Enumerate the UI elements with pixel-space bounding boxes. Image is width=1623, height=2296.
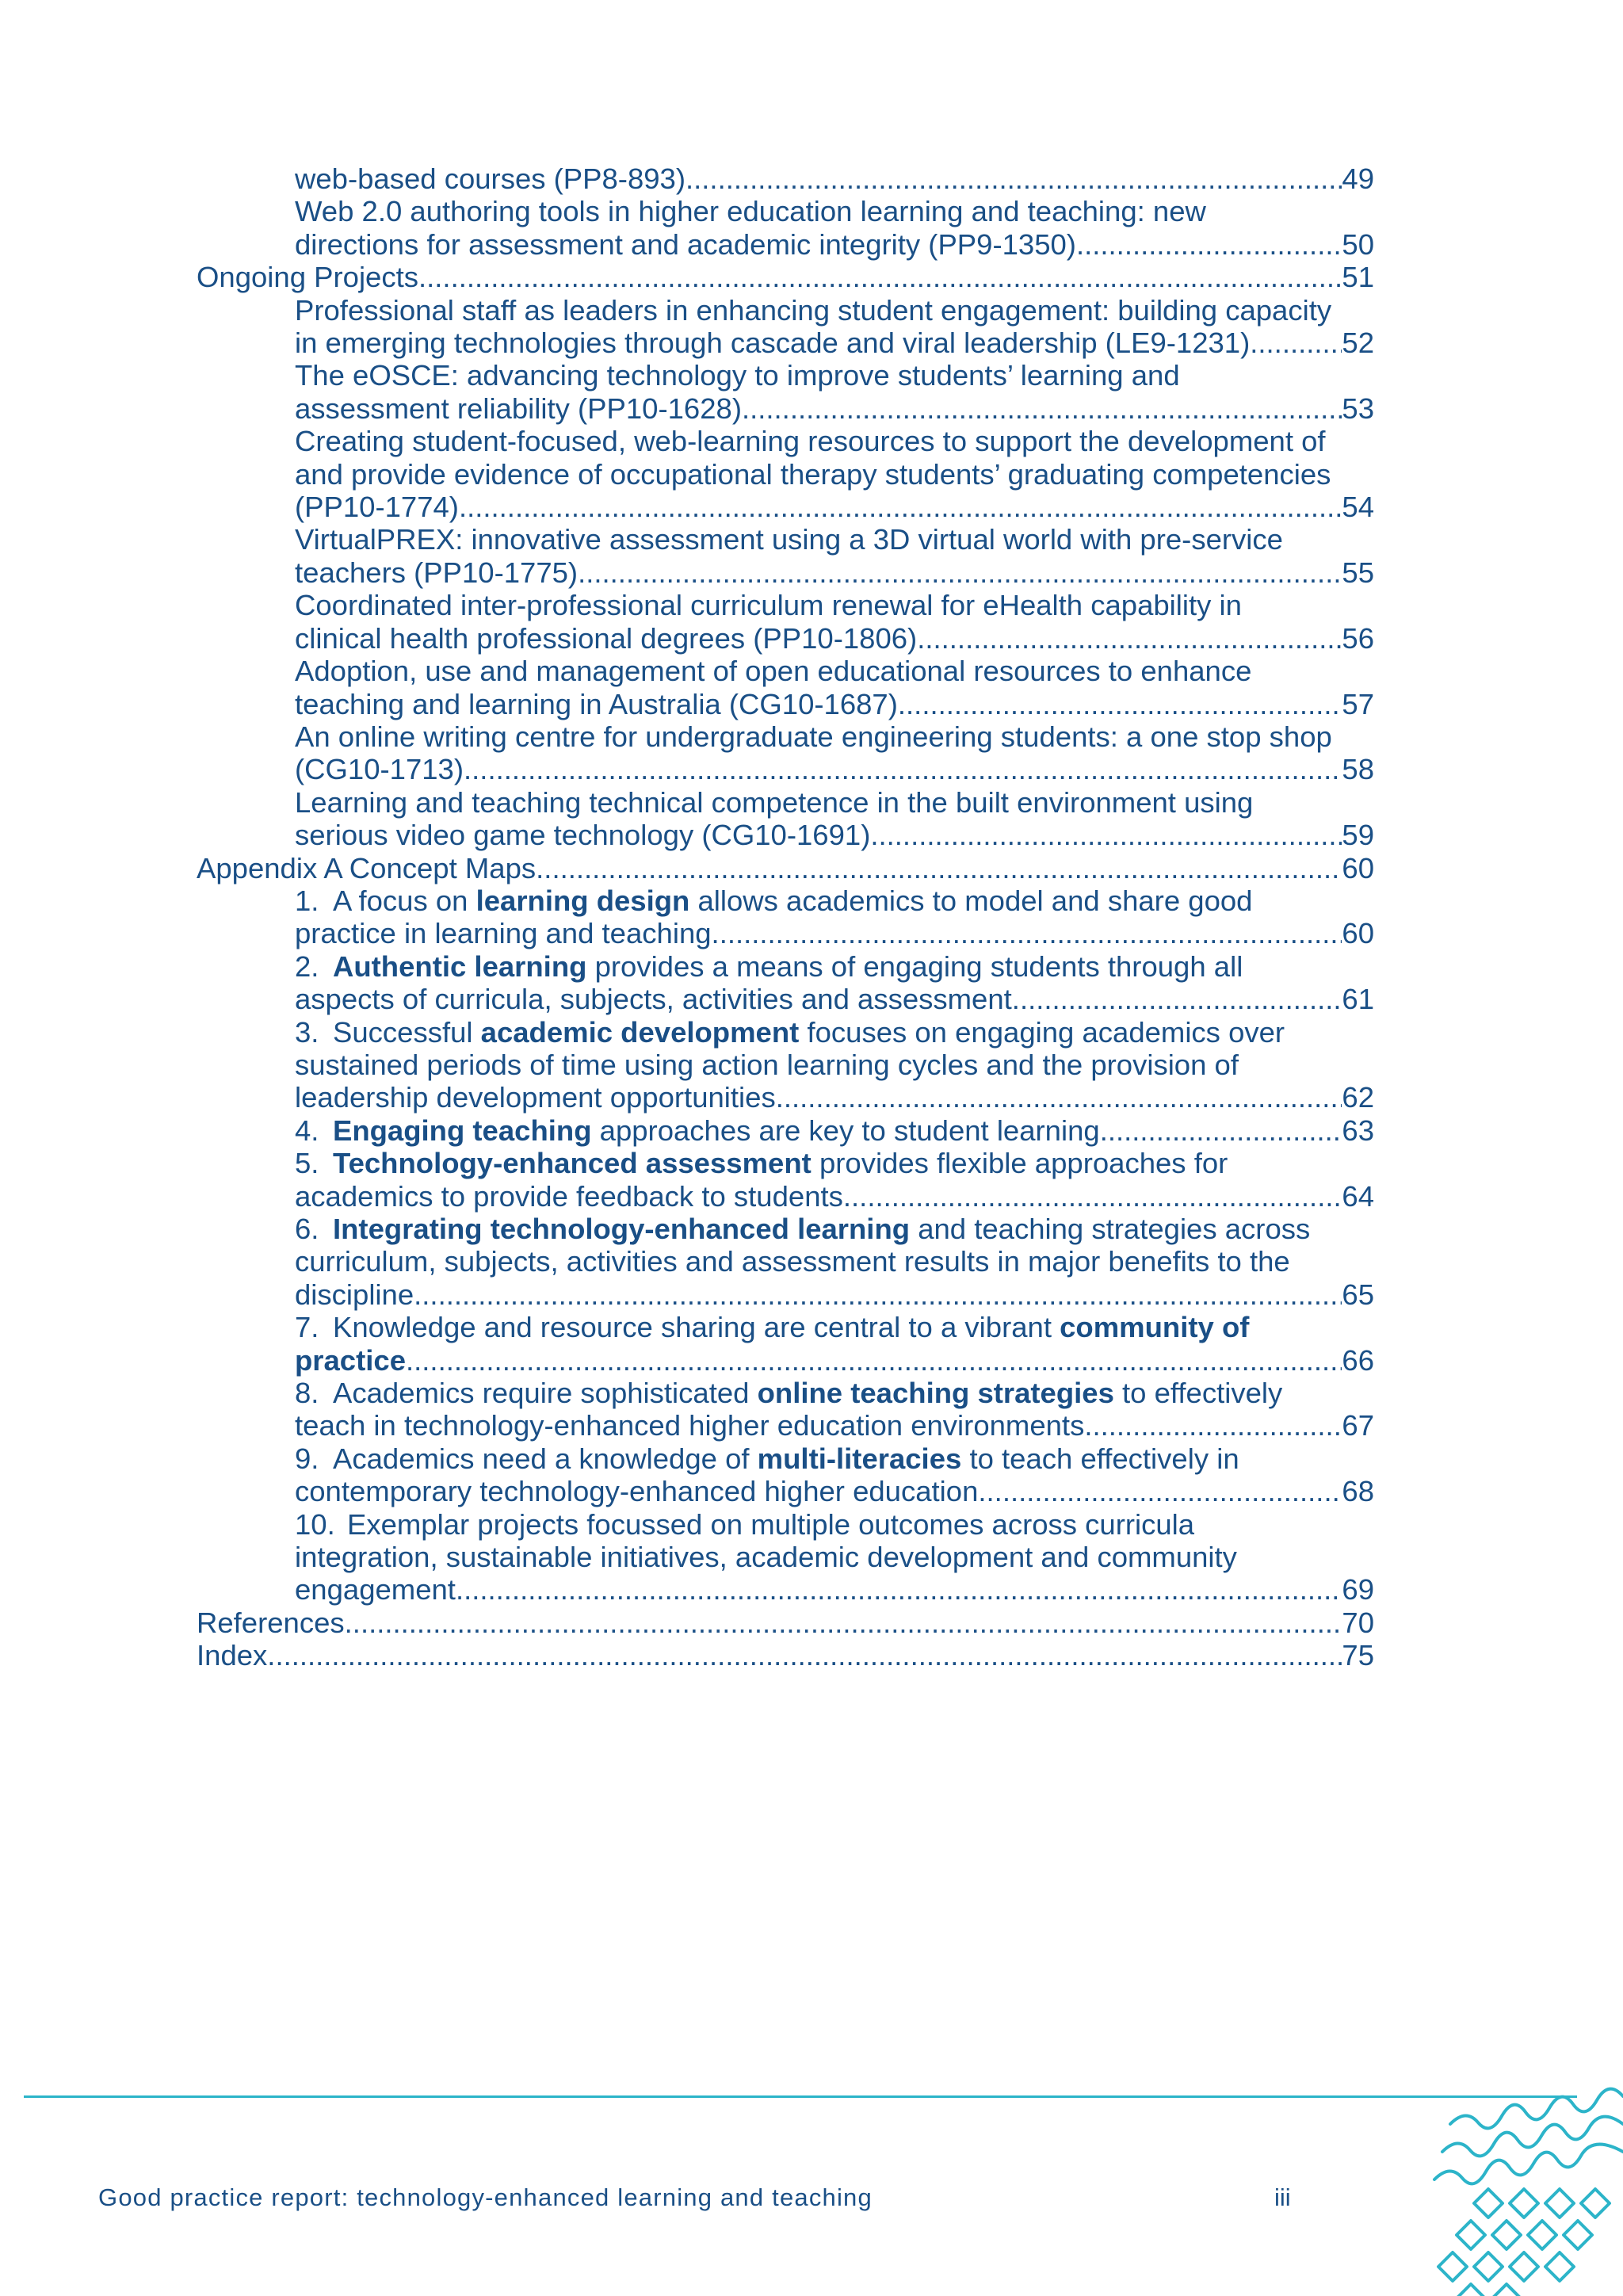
toc-line[interactable] — [197, 983, 1374, 1015]
toc-entry-title: Adoption, use and management of open educational resources to enhance — [295, 655, 1252, 688]
toc-entry-title: academics to provide feedback to students — [295, 1179, 843, 1213]
toc-leader-dots — [1012, 983, 1342, 1015]
toc-page-number: 70 — [1342, 1606, 1374, 1639]
toc-line[interactable] — [197, 1081, 1374, 1114]
toc-entry-text — [295, 622, 917, 655]
toc-entry-emphasis: multi-literacies — [757, 1442, 962, 1475]
toc-entry-title: focuses on engaging academics over — [799, 1015, 1285, 1049]
toc-entry-title: Appendix A Concept Maps — [197, 851, 537, 884]
toc-leader-dots — [406, 1344, 1342, 1377]
toc-page-number: 61 — [1342, 983, 1374, 1016]
toc-line[interactable] — [197, 162, 1374, 195]
toc-entry-title: Index — [197, 1639, 268, 1672]
toc-entry-text — [295, 523, 1283, 556]
toc-page-number: 52 — [1342, 327, 1374, 360]
toc-line[interactable] — [197, 261, 1374, 293]
toc-line[interactable] — [197, 1573, 1374, 1606]
toc-entry-title: leadership development opportunities — [295, 1081, 776, 1114]
toc-entry-title: engagement — [295, 1573, 456, 1606]
toc-leader-dots — [464, 753, 1342, 785]
toc-entry-title: Professional staff as leaders in enhancing student engagement: building capacity — [295, 293, 1332, 327]
toc-page-number: 66 — [1342, 1343, 1374, 1377]
toc-leader-dots — [898, 688, 1342, 720]
toc-line[interactable] — [197, 392, 1374, 425]
toc-entry-text — [295, 753, 464, 785]
toc-entry-title: teach in technology-enhanced higher education environments — [295, 1409, 1085, 1442]
toc-leader-dots — [917, 622, 1342, 655]
toc-entry-text — [295, 162, 685, 195]
toc-line[interactable] — [197, 917, 1374, 949]
toc-entry-text — [295, 195, 1206, 227]
toc-entry-text — [295, 1213, 1310, 1245]
toc-entry-emphasis: learning design — [475, 884, 690, 917]
toc-entry-title: provides a means of engaging students through all — [586, 949, 1243, 983]
toc-line[interactable] — [197, 1311, 1374, 1343]
toc-entry-title: VirtualPREX: innovative assessment using a 3D virtual world with pre-service — [295, 523, 1283, 556]
toc-entry-title: to effectively — [1113, 1377, 1283, 1410]
toc-entry-title: An online writing centre for undergraduate engineering students: a one stop shop — [295, 720, 1332, 753]
toc-line[interactable] — [197, 1147, 1374, 1179]
toc-entry-text — [295, 1541, 1237, 1573]
toc-entry-title: Academics need a knowledge of — [333, 1442, 758, 1475]
toc-line[interactable] — [197, 1180, 1374, 1213]
toc-entry-title: Academics require sophisticated — [333, 1377, 758, 1410]
toc-leader-dots — [456, 1573, 1342, 1606]
toc-line[interactable] — [197, 1475, 1374, 1507]
toc-leader-dots — [1084, 1409, 1342, 1442]
toc-line[interactable] — [197, 1541, 1374, 1573]
toc-page-number: 69 — [1342, 1573, 1374, 1606]
toc-entry-text — [295, 1114, 1100, 1147]
toc-entry-text — [295, 1245, 1290, 1278]
toc-entry-text — [295, 917, 712, 949]
toc-entry-number: 10. — [295, 1507, 335, 1541]
toc-entry-title: Exemplar projects focussed on multiple outcomes across curricula — [347, 1507, 1195, 1541]
toc-entry-title: provides flexible approaches for — [811, 1147, 1228, 1180]
toc-line[interactable] — [197, 589, 1374, 621]
toc-line[interactable] — [197, 1245, 1374, 1278]
toc-entry-text — [197, 852, 536, 884]
toc-entry-title: A focus on — [333, 884, 476, 917]
toc-entry-text — [295, 1475, 978, 1507]
toc-entry-title: integration, sustainable initiatives, academic development and community — [295, 1541, 1237, 1574]
toc-line[interactable] — [197, 1278, 1374, 1311]
toc-leader-dots — [742, 392, 1342, 425]
toc-entry-text — [295, 589, 1242, 621]
toc-leader-dots — [1250, 327, 1342, 359]
toc-line[interactable] — [197, 425, 1374, 457]
toc-page-number: 50 — [1342, 227, 1374, 261]
toc-entry-text — [295, 786, 1253, 819]
toc-leader-dots — [978, 1475, 1342, 1507]
toc-entry-text — [295, 950, 1243, 983]
toc-line[interactable] — [197, 228, 1374, 261]
toc-entry-text — [295, 1278, 414, 1311]
toc-entry-number: 7. — [295, 1311, 319, 1344]
toc-entry-text — [295, 1508, 1194, 1541]
toc-line[interactable] — [197, 523, 1374, 556]
toc-entry-text — [295, 1016, 1285, 1049]
toc-entry-number: 3. — [295, 1015, 319, 1049]
toc-page-number: 58 — [1342, 753, 1374, 786]
toc-page-number: 55 — [1342, 556, 1374, 589]
toc-entry-title: Coordinated inter-professional curriculum renewal for eHealth capability in — [295, 589, 1242, 622]
toc-entry-title: curriculum, subjects, activities and assessment results in major benefits to the — [295, 1245, 1290, 1278]
toc-entry-title: Web 2.0 authoring tools in higher education learning and teaching: new — [295, 195, 1206, 228]
toc-leader-dots — [459, 491, 1342, 523]
toc-page-number: 59 — [1342, 819, 1374, 852]
toc-leader-dots — [712, 917, 1342, 949]
toc-page-number: 67 — [1342, 1409, 1374, 1442]
toc-entry-title: Ongoing Projects — [197, 261, 418, 294]
toc-line[interactable] — [197, 819, 1374, 851]
toc-page-number: 60 — [1342, 917, 1374, 950]
toc-leader-dots — [267, 1639, 1342, 1671]
toc-entry-title: teaching and learning in Australia (CG10-1687) — [295, 687, 898, 720]
toc-entry-title: to teach effectively in — [961, 1442, 1239, 1475]
toc-entry-title: The eOSCE: advancing technology to improve students’ learning and — [295, 359, 1180, 392]
toc-entry-text — [295, 228, 1076, 261]
toc-line[interactable] — [197, 950, 1374, 983]
toc-page-number: 49 — [1342, 162, 1374, 195]
table-of-contents — [197, 162, 1374, 1672]
toc-entry-title: Successful — [333, 1015, 481, 1049]
toc-leader-dots — [685, 162, 1342, 195]
toc-entry-text — [295, 720, 1332, 753]
toc-entry-title: aspects of curricula, subjects, activities and assessment — [295, 983, 1012, 1016]
footer-rule — [24, 2095, 1577, 2098]
toc-line[interactable] — [197, 556, 1374, 589]
toc-line[interactable] — [197, 753, 1374, 785]
toc-entry-text — [295, 819, 870, 851]
toc-page-number: 57 — [1342, 687, 1374, 720]
toc-line[interactable] — [197, 622, 1374, 655]
toc-entry-number: 1. — [295, 884, 319, 917]
toc-line[interactable] — [197, 852, 1374, 884]
toc-entry-text — [295, 1147, 1228, 1179]
toc-entry-title: (CG10-1713) — [295, 753, 464, 786]
toc-line[interactable] — [197, 1606, 1374, 1639]
toc-entry-text — [295, 392, 742, 425]
toc-entry-text — [295, 491, 459, 523]
toc-line[interactable] — [197, 786, 1374, 819]
toc-line[interactable] — [197, 294, 1374, 327]
toc-line[interactable] — [197, 884, 1374, 917]
toc-entry-text — [295, 425, 1326, 457]
toc-leader-dots — [843, 1180, 1342, 1213]
toc-entry-title: Creating student-focused, web-learning resources to support the development of — [295, 425, 1326, 458]
toc-entry-text — [295, 655, 1251, 687]
toc-leader-dots — [870, 819, 1342, 851]
toc-line[interactable] — [197, 1016, 1374, 1049]
toc-line[interactable] — [197, 1377, 1374, 1409]
toc-page-number: 75 — [1342, 1639, 1374, 1672]
toc-entry-text — [295, 1409, 1084, 1442]
toc-page-number: 65 — [1342, 1278, 1374, 1311]
toc-entry-title: and teaching strategies across — [910, 1213, 1311, 1245]
toc-leader-dots — [536, 852, 1342, 884]
toc-entry-title: approaches are key to student learning — [591, 1114, 1100, 1147]
toc-entry-text — [295, 1377, 1282, 1409]
toc-entry-emphasis: academic development — [480, 1015, 800, 1049]
toc-page-number: 56 — [1342, 621, 1374, 655]
toc-line[interactable] — [197, 359, 1374, 392]
toc-line[interactable] — [197, 491, 1374, 523]
toc-entry-text — [295, 327, 1250, 359]
toc-leader-dots — [345, 1606, 1342, 1639]
toc-entry-text — [197, 1606, 345, 1639]
toc-leader-dots — [1100, 1114, 1342, 1147]
toc-entry-number: 6. — [295, 1213, 319, 1245]
toc-entry-number: 2. — [295, 949, 319, 983]
toc-entry-title: allows academics to model and share good — [689, 884, 1253, 917]
toc-entry-text — [295, 884, 1252, 917]
toc-entry-title: directions for assessment and academic integrity (PP9-1350) — [295, 227, 1076, 261]
toc-entry-number: 9. — [295, 1442, 319, 1475]
toc-entry-title: practice in learning and teaching — [295, 917, 712, 950]
toc-leader-dots — [414, 1278, 1342, 1311]
toc-entry-number: 5. — [295, 1147, 319, 1180]
toc-line[interactable] — [197, 655, 1374, 687]
toc-entry-title: Knowledge and resource sharing are central to a vibrant — [333, 1311, 1060, 1344]
toc-line[interactable] — [197, 1508, 1374, 1541]
toc-line[interactable] — [197, 327, 1374, 359]
toc-entry-text — [295, 1442, 1239, 1475]
toc-entry-text — [295, 983, 1012, 1015]
toc-line[interactable] — [197, 1114, 1374, 1147]
toc-leader-dots — [1076, 228, 1342, 261]
toc-entry-emphasis: Authentic learning — [333, 949, 587, 983]
toc-entry-text — [295, 1344, 406, 1377]
toc-line[interactable] — [197, 1639, 1374, 1671]
toc-entry-title: References — [197, 1606, 345, 1639]
toc-page-number: 64 — [1342, 1179, 1374, 1213]
toc-entry-emphasis: community of — [1060, 1311, 1250, 1344]
toc-entry-title: (PP10-1774) — [295, 491, 459, 524]
toc-entry-emphasis: online teaching strategies — [757, 1377, 1114, 1410]
toc-entry-emphasis: Engaging teaching — [333, 1114, 592, 1147]
toc-entry-emphasis: practice — [295, 1343, 406, 1377]
toc-line[interactable] — [197, 1409, 1374, 1442]
toc-entry-text — [197, 1639, 267, 1671]
toc-line[interactable] — [197, 1213, 1374, 1245]
toc-leader-dots — [578, 556, 1342, 589]
toc-entry-title: and provide evidence of occupational therapy students’ graduating competencies — [295, 457, 1331, 491]
toc-line[interactable] — [197, 458, 1374, 491]
toc-page-number: 60 — [1342, 851, 1374, 884]
toc-leader-dots — [418, 261, 1342, 293]
footer-report-title: Good practice report: technology-enhanced learning and teaching — [98, 2183, 873, 2211]
toc-page-number: 63 — [1342, 1114, 1374, 1147]
toc-entry-title: teachers (PP10-1775) — [295, 556, 579, 589]
toc-entry-title: Learning and teaching technical competence in the built environment using — [295, 785, 1254, 819]
toc-entry-text — [197, 261, 418, 293]
toc-entry-title: assessment reliability (PP10-1628) — [295, 392, 742, 425]
toc-entry-title: in emerging technologies through cascade and viral leadership (LE9-1231) — [295, 327, 1251, 360]
toc-entry-title: sustained periods of time using action learning cycles and the provision of — [295, 1048, 1239, 1081]
toc-entry-title: serious video game technology (CG10-1691) — [295, 819, 871, 852]
toc-entry-text — [295, 1180, 843, 1213]
toc-line[interactable] — [197, 1442, 1374, 1475]
toc-line[interactable] — [197, 1049, 1374, 1081]
toc-entry-text — [295, 359, 1180, 392]
toc-entry-title: web-based courses (PP8-893) — [295, 162, 685, 195]
toc-entry-text — [295, 294, 1331, 327]
toc-entry-emphasis: Integrating technology-enhanced learning — [333, 1213, 911, 1245]
toc-line[interactable] — [197, 688, 1374, 720]
toc-entry-number: 8. — [295, 1377, 319, 1410]
toc-line[interactable] — [197, 195, 1374, 227]
toc-page-number: 68 — [1342, 1475, 1374, 1508]
footer-page-number: iii — [1274, 2183, 1291, 2211]
toc-entry-text — [295, 1049, 1239, 1081]
toc-leader-dots — [776, 1081, 1342, 1114]
toc-entry-text — [295, 556, 578, 589]
toc-entry-title: contemporary technology-enhanced higher education — [295, 1475, 979, 1508]
toc-entry-text — [295, 688, 898, 720]
toc-entry-text — [295, 458, 1331, 491]
toc-page-number: 53 — [1342, 392, 1374, 425]
toc-entry-text — [295, 1311, 1249, 1343]
wave-diamond-logo-icon — [1419, 2076, 1623, 2296]
toc-line[interactable] — [197, 1344, 1374, 1377]
toc-entry-text — [295, 1081, 776, 1114]
toc-line[interactable] — [197, 720, 1374, 753]
toc-entry-emphasis: Technology-enhanced assessment — [333, 1147, 812, 1180]
toc-entry-number: 4. — [295, 1114, 319, 1147]
toc-page-number: 51 — [1342, 261, 1374, 294]
toc-entry-title: clinical health professional degrees (PP10-1806) — [295, 621, 918, 655]
toc-page-number: 62 — [1342, 1081, 1374, 1114]
toc-entry-title: discipline — [295, 1278, 414, 1311]
toc-entry-text — [295, 1573, 456, 1606]
toc-page-number: 54 — [1342, 491, 1374, 524]
